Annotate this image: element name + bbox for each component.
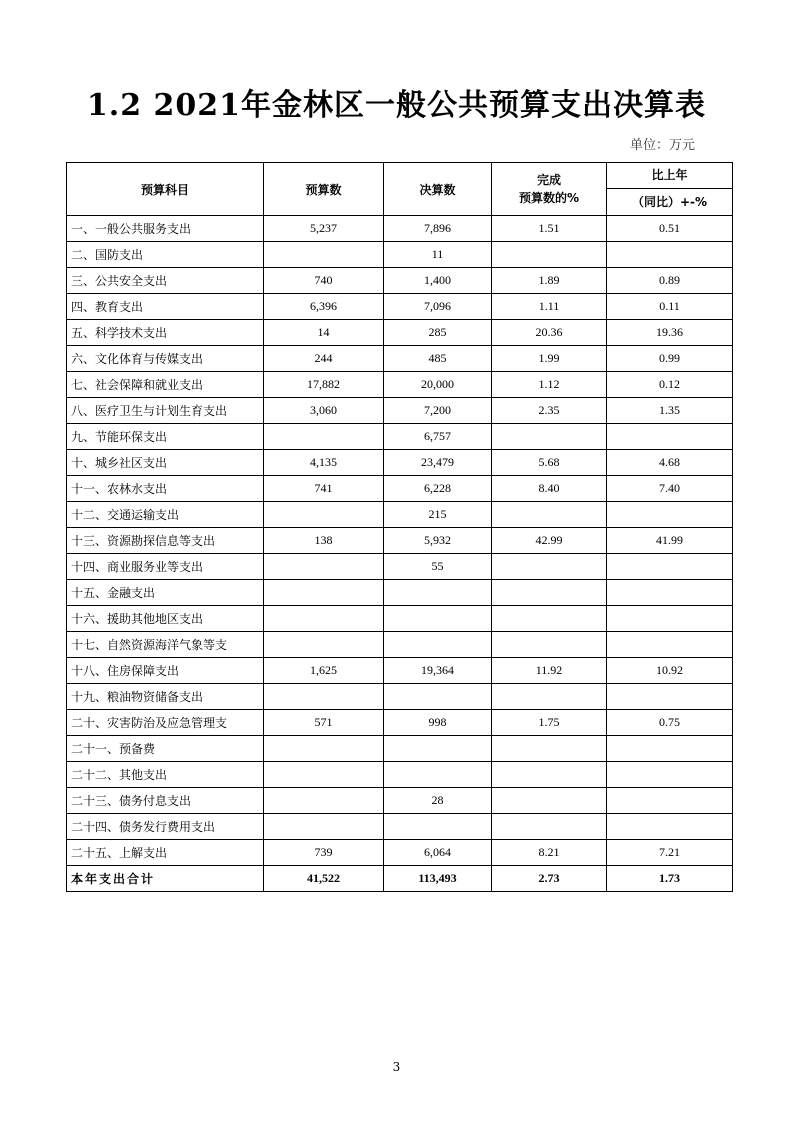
row-label: 二十三、债务付息支出 bbox=[67, 788, 264, 814]
row-budget bbox=[264, 554, 384, 580]
row-completion bbox=[492, 580, 607, 606]
row-completion: 1.51 bbox=[492, 216, 607, 242]
row-budget: 571 bbox=[264, 710, 384, 736]
row-label: 六、文化体育与传媒支出 bbox=[67, 346, 264, 372]
row-completion: 42.99 bbox=[492, 528, 607, 554]
row-budget: 1,625 bbox=[264, 658, 384, 684]
row-budget: 3,060 bbox=[264, 398, 384, 424]
row-completion bbox=[492, 736, 607, 762]
row-label: 十二、交通运输支出 bbox=[67, 502, 264, 528]
header-budget: 预算数 bbox=[264, 163, 384, 216]
row-completion: 1.89 bbox=[492, 268, 607, 294]
row-budget: 6,396 bbox=[264, 294, 384, 320]
header-item: 预算科目 bbox=[67, 163, 264, 216]
table-body bbox=[67, 216, 733, 892]
row-yoy bbox=[607, 554, 733, 580]
total-completion: 2.73 bbox=[492, 866, 607, 892]
row-actual: 7,200 bbox=[384, 398, 492, 424]
row-yoy: 0.99 bbox=[607, 346, 733, 372]
row-completion bbox=[492, 424, 607, 450]
row-budget bbox=[264, 502, 384, 528]
row-budget: 740 bbox=[264, 268, 384, 294]
row-actual bbox=[384, 632, 492, 658]
row-label: 十、城乡社区支出 bbox=[67, 450, 264, 476]
row-completion: 5.68 bbox=[492, 450, 607, 476]
row-budget: 4,135 bbox=[264, 450, 384, 476]
row-actual: 6,064 bbox=[384, 840, 492, 866]
row-yoy bbox=[607, 736, 733, 762]
row-budget: 17,882 bbox=[264, 372, 384, 398]
row-label: 十七、自然资源海洋气象等支 bbox=[67, 632, 264, 658]
budget-table bbox=[66, 162, 733, 892]
row-budget: 244 bbox=[264, 346, 384, 372]
row-yoy bbox=[607, 762, 733, 788]
table-row bbox=[67, 788, 733, 814]
row-label: 十八、住房保障支出 bbox=[67, 658, 264, 684]
row-actual bbox=[384, 736, 492, 762]
header-completion bbox=[492, 163, 607, 216]
total-actual: 113,493 bbox=[384, 866, 492, 892]
row-completion bbox=[492, 242, 607, 268]
row-label: 七、社会保障和就业支出 bbox=[67, 372, 264, 398]
total-label: 本年支出合计 bbox=[67, 866, 264, 892]
row-yoy: 7.40 bbox=[607, 476, 733, 502]
row-completion bbox=[492, 788, 607, 814]
row-label: 十一、农林水支出 bbox=[67, 476, 264, 502]
row-label: 三、公共安全支出 bbox=[67, 268, 264, 294]
row-budget bbox=[264, 684, 384, 710]
row-completion bbox=[492, 762, 607, 788]
row-completion: 11.92 bbox=[492, 658, 607, 684]
row-yoy: 7.21 bbox=[607, 840, 733, 866]
header-yoy-line1: 比上年 bbox=[607, 163, 732, 189]
row-actual bbox=[384, 762, 492, 788]
header-completion-line2: 预算数的% bbox=[518, 191, 580, 205]
table-row bbox=[67, 216, 733, 242]
row-yoy: 0.51 bbox=[607, 216, 733, 242]
row-yoy: 0.89 bbox=[607, 268, 733, 294]
unit-label: 单位：万元 bbox=[629, 138, 695, 153]
row-actual bbox=[384, 684, 492, 710]
page-title: 1.2 2021年金林区一般公共预算支出决算表 bbox=[86, 88, 707, 123]
row-budget: 14 bbox=[264, 320, 384, 346]
table-row bbox=[67, 268, 733, 294]
row-yoy bbox=[607, 632, 733, 658]
header-completion-line1: 完成 bbox=[536, 173, 561, 187]
table-row bbox=[67, 294, 733, 320]
row-actual: 20,000 bbox=[384, 372, 492, 398]
row-actual: 7,096 bbox=[384, 294, 492, 320]
row-label: 九、节能环保支出 bbox=[67, 424, 264, 450]
table-row bbox=[67, 424, 733, 450]
row-budget bbox=[264, 814, 384, 840]
table-row bbox=[67, 502, 733, 528]
row-label: 二、国防支出 bbox=[67, 242, 264, 268]
row-yoy: 0.11 bbox=[607, 294, 733, 320]
table-row bbox=[67, 242, 733, 268]
table-row bbox=[67, 684, 733, 710]
row-actual: 285 bbox=[384, 320, 492, 346]
row-completion: 1.12 bbox=[492, 372, 607, 398]
row-label: 十五、金融支出 bbox=[67, 580, 264, 606]
row-yoy: 4.68 bbox=[607, 450, 733, 476]
row-actual bbox=[384, 814, 492, 840]
row-completion bbox=[492, 606, 607, 632]
row-label: 二十二、其他支出 bbox=[67, 762, 264, 788]
row-yoy bbox=[607, 502, 733, 528]
row-completion: 8.40 bbox=[492, 476, 607, 502]
header-actual: 决算数 bbox=[384, 163, 492, 216]
table-header-row bbox=[67, 163, 733, 216]
row-label: 十三、资源勘探信息等支出 bbox=[67, 528, 264, 554]
row-actual: 23,479 bbox=[384, 450, 492, 476]
table-row bbox=[67, 814, 733, 840]
row-actual: 215 bbox=[384, 502, 492, 528]
table-row bbox=[67, 554, 733, 580]
row-budget bbox=[264, 424, 384, 450]
row-label: 十九、粮油物资储备支出 bbox=[67, 684, 264, 710]
table-row bbox=[67, 580, 733, 606]
row-label: 二十四、债务发行费用支出 bbox=[67, 814, 264, 840]
row-completion: 1.75 bbox=[492, 710, 607, 736]
row-label: 五、科学技术支出 bbox=[67, 320, 264, 346]
row-budget bbox=[264, 788, 384, 814]
table-row bbox=[67, 528, 733, 554]
table-row bbox=[67, 632, 733, 658]
row-yoy bbox=[607, 684, 733, 710]
row-budget bbox=[264, 606, 384, 632]
total-yoy: 1.73 bbox=[607, 866, 733, 892]
table-row bbox=[67, 320, 733, 346]
row-budget: 741 bbox=[264, 476, 384, 502]
table-row bbox=[67, 606, 733, 632]
row-actual: 55 bbox=[384, 554, 492, 580]
row-budget bbox=[264, 580, 384, 606]
table-row bbox=[67, 840, 733, 866]
table-row bbox=[67, 762, 733, 788]
row-yoy bbox=[607, 788, 733, 814]
row-completion: 20.36 bbox=[492, 320, 607, 346]
row-actual: 11 bbox=[384, 242, 492, 268]
row-actual: 6,757 bbox=[384, 424, 492, 450]
row-yoy bbox=[607, 242, 733, 268]
row-yoy bbox=[607, 606, 733, 632]
table-row bbox=[67, 710, 733, 736]
row-label: 八、医疗卫生与计划生育支出 bbox=[67, 398, 264, 424]
row-actual: 28 bbox=[384, 788, 492, 814]
row-completion bbox=[492, 502, 607, 528]
row-yoy: 0.12 bbox=[607, 372, 733, 398]
table-row bbox=[67, 736, 733, 762]
row-actual: 998 bbox=[384, 710, 492, 736]
table-row bbox=[67, 658, 733, 684]
row-actual: 485 bbox=[384, 346, 492, 372]
row-yoy bbox=[607, 424, 733, 450]
row-completion: 2.35 bbox=[492, 398, 607, 424]
row-yoy bbox=[607, 814, 733, 840]
row-budget bbox=[264, 762, 384, 788]
row-label: 二十一、预备费 bbox=[67, 736, 264, 762]
table-row bbox=[67, 346, 733, 372]
row-budget: 739 bbox=[264, 840, 384, 866]
table-row bbox=[67, 450, 733, 476]
total-row bbox=[67, 866, 733, 892]
row-completion bbox=[492, 814, 607, 840]
row-label: 一、一般公共服务支出 bbox=[67, 216, 264, 242]
row-label: 二十五、上解支出 bbox=[67, 840, 264, 866]
row-actual: 6,228 bbox=[384, 476, 492, 502]
table-row bbox=[67, 476, 733, 502]
row-completion: 8.21 bbox=[492, 840, 607, 866]
row-actual bbox=[384, 580, 492, 606]
row-budget: 138 bbox=[264, 528, 384, 554]
row-budget bbox=[264, 632, 384, 658]
row-yoy: 19.36 bbox=[607, 320, 733, 346]
row-budget: 5,237 bbox=[264, 216, 384, 242]
row-label: 十四、商业服务业等支出 bbox=[67, 554, 264, 580]
row-completion: 1.99 bbox=[492, 346, 607, 372]
row-label: 十六、援助其他地区支出 bbox=[67, 606, 264, 632]
row-yoy: 0.75 bbox=[607, 710, 733, 736]
row-budget bbox=[264, 242, 384, 268]
total-budget: 41,522 bbox=[264, 866, 384, 892]
row-budget bbox=[264, 736, 384, 762]
row-actual bbox=[384, 606, 492, 632]
header-yoy bbox=[607, 163, 733, 216]
row-actual: 19,364 bbox=[384, 658, 492, 684]
row-yoy bbox=[607, 580, 733, 606]
row-actual: 1,400 bbox=[384, 268, 492, 294]
row-completion: 1.11 bbox=[492, 294, 607, 320]
row-yoy: 41.99 bbox=[607, 528, 733, 554]
row-actual: 7,896 bbox=[384, 216, 492, 242]
row-actual: 5,932 bbox=[384, 528, 492, 554]
row-completion bbox=[492, 632, 607, 658]
page-number: 3 bbox=[392, 1060, 401, 1074]
row-label: 二十、灾害防治及应急管理支 bbox=[67, 710, 264, 736]
row-label: 四、教育支出 bbox=[67, 294, 264, 320]
row-completion bbox=[492, 554, 607, 580]
table-row bbox=[67, 398, 733, 424]
table-row bbox=[67, 372, 733, 398]
row-yoy: 1.35 bbox=[607, 398, 733, 424]
row-completion bbox=[492, 684, 607, 710]
row-yoy: 10.92 bbox=[607, 658, 733, 684]
header-yoy-line2: （同比）+-% bbox=[631, 195, 708, 209]
